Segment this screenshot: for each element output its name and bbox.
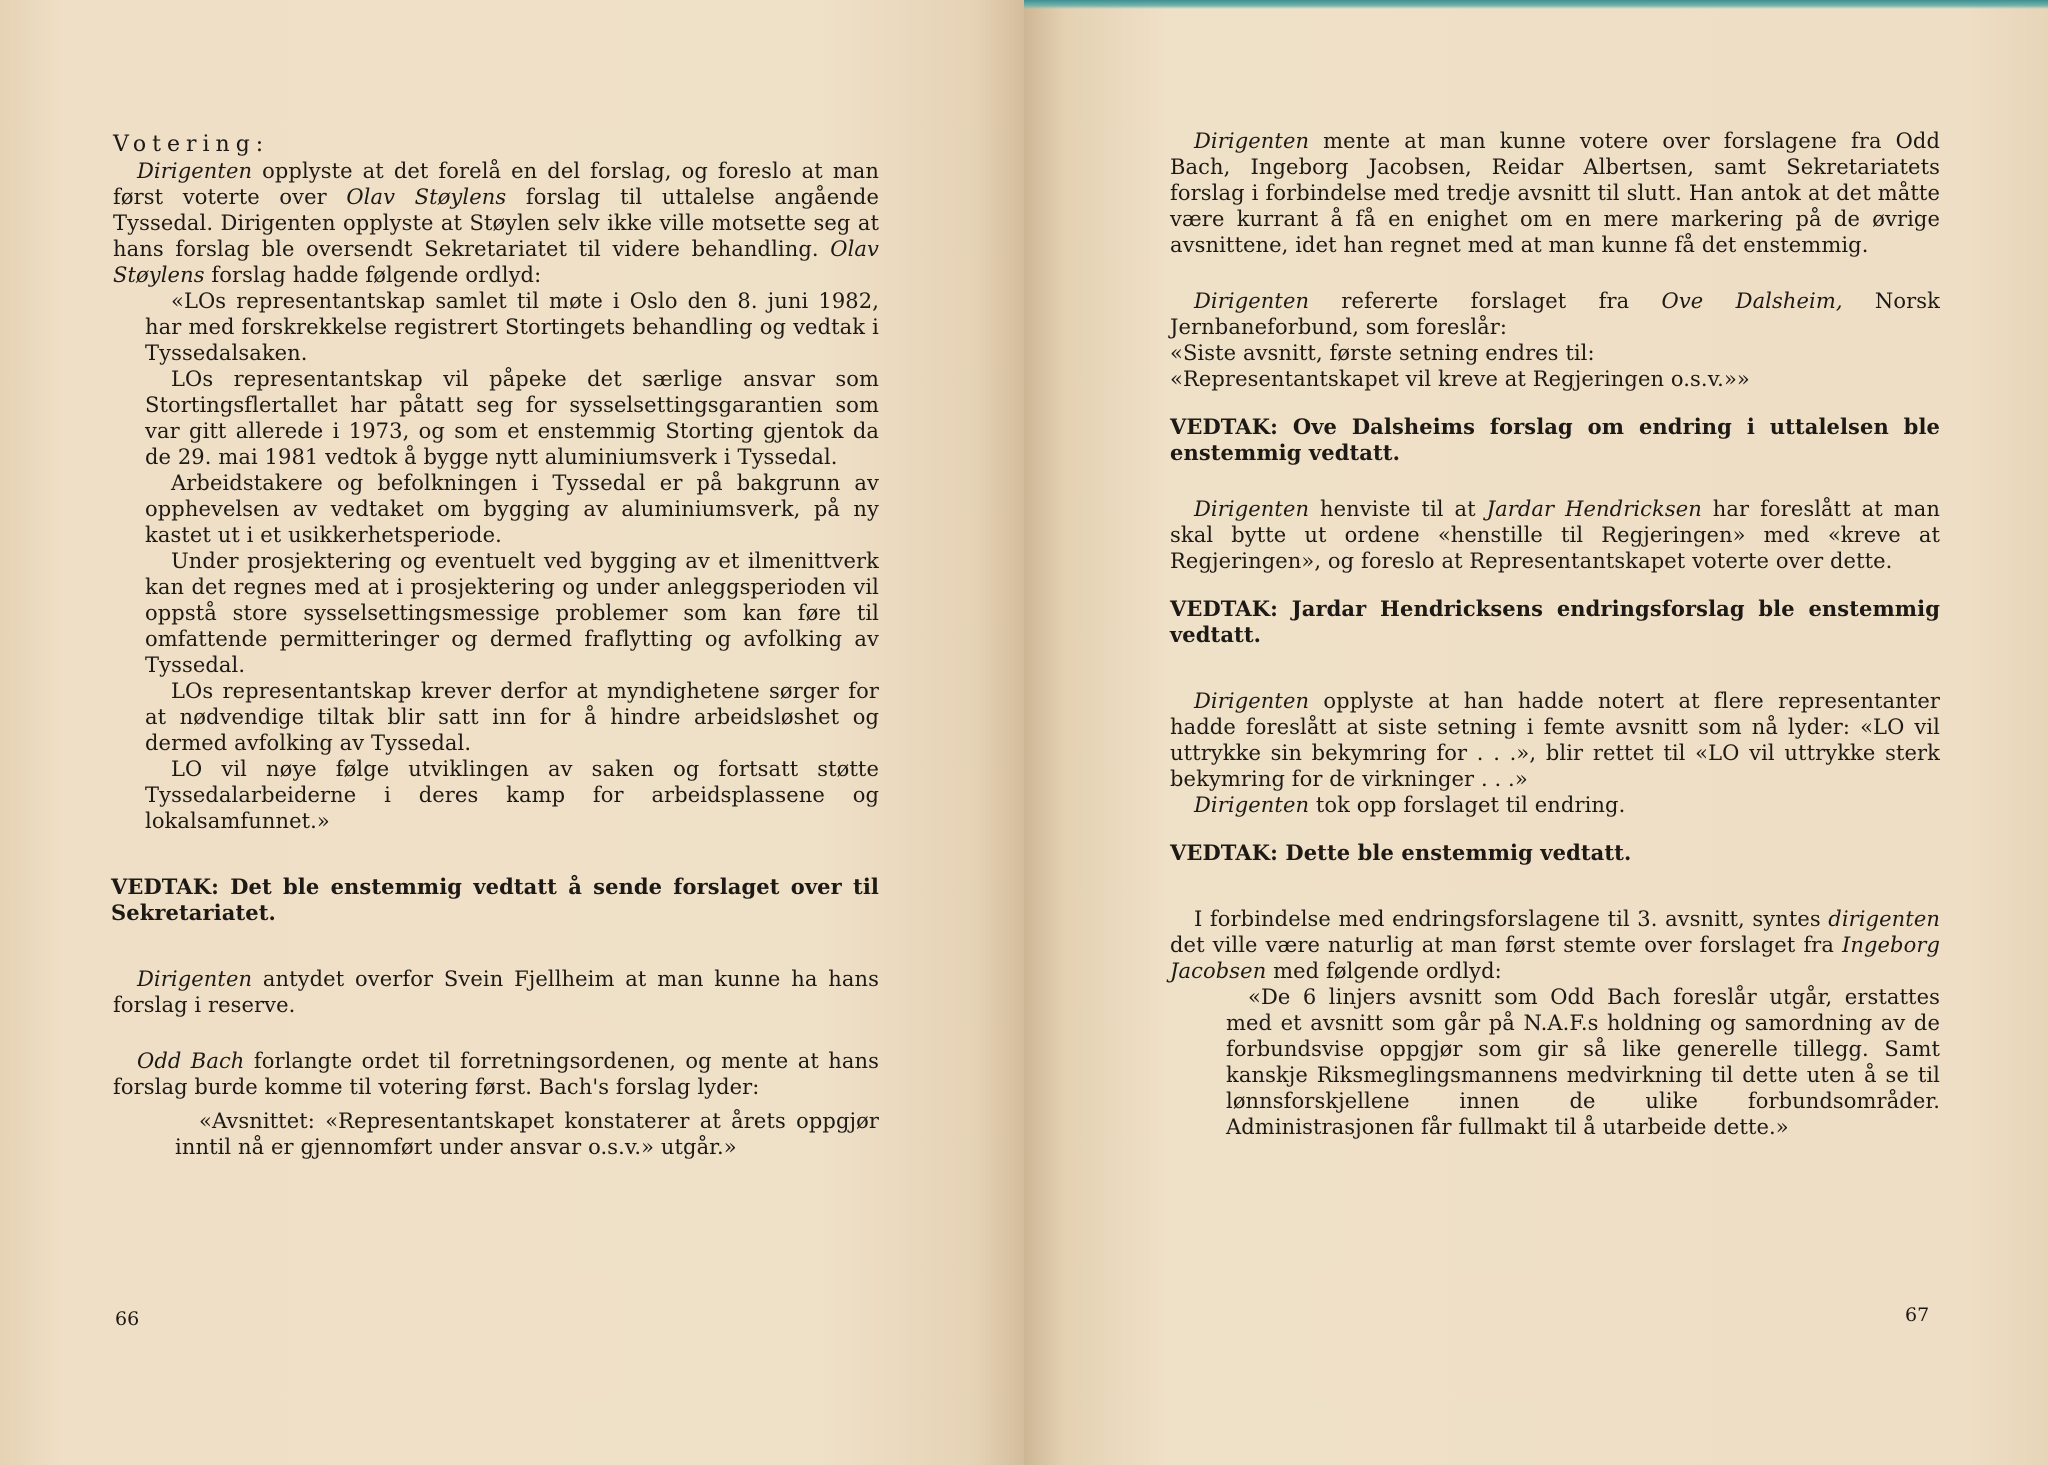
paragraph	[1170, 792, 1940, 818]
quote-line: «Siste avsnitt, første setning endres til:	[1170, 341, 1595, 365]
cover-edge	[1024, 0, 2048, 9]
speaker-name: Dirigenten	[1194, 689, 1310, 713]
text-run: forlangte ordet til forretningsordenen, og mente at hans forslag burde komme til votering først. Bach's forslag lyder:	[113, 1049, 879, 1099]
speaker-name: dirigenten	[1828, 907, 1940, 931]
text-run: I forbindelse med endringsforslagene til 3. avsnitt, syntes	[1194, 907, 1829, 931]
text-run: mente at man kunne votere over forslagene fra Odd Bach, Ingeborg Jacobsen, Reidar Albertsen, samt Sekretariatets forslag i forbindelse med tredje avsnitt til slutt. Han antok at det måtte være kurrant å få en enighet om en mere markering på de øvrige avsnittene, idet han regnet med at man kunne få det enstemmig.	[1170, 129, 1940, 257]
paragraph	[1170, 288, 1940, 340]
speaker-name: Dirigenten	[1194, 289, 1310, 313]
page-number: 67	[1905, 1304, 1930, 1326]
quote-paragraph: LOs representantskap krever derfor at myndighetene sørger for at nødvendige tiltak blir satt inn for å hindre arbeidsløshet og dermed avfolking av Tyssedal.	[145, 679, 879, 755]
speaker-name: Dirigenten	[137, 159, 253, 183]
text-run: refererte forslaget fra	[1309, 289, 1662, 313]
quote-paragraph: LO vil nøye følge utviklingen av saken og fortsatt støtte Tyssedalarbeiderne i deres kamp for arbeidsplassene og lokalsamfunnet.»	[145, 757, 879, 833]
quote-line: «Representantskapet vil kreve at Regjeringen o.s.v.»»	[1170, 367, 1750, 391]
paragraph	[113, 1048, 879, 1100]
speaker-name: Dirigenten	[137, 967, 253, 991]
quote-paragraph: «De 6 linjers avsnitt som Odd Bach foreslår utgår, erstattes med et avsnitt som går på N.A.F.s holdning og samordning av de forbundsvise oppgjør som gir så like generelle tillegg. Samt kanskje Riksmeglingsmannens medvirkning til dette uten å se til lønnsforskjellene innen de ulike forbundsområder. Administrasjonen får fullmakt til å utarbeide dette.»	[1226, 985, 1940, 1139]
decision-statement: VEDTAK: Jardar Hendricksens endringsforslag ble enstemmig vedtatt.	[1170, 596, 1940, 647]
paragraph	[113, 966, 879, 1018]
text-run: forslag hadde følgende ordlyd:	[204, 263, 542, 287]
quote-paragraph: LOs representantskap vil påpeke det særlige ansvar som Stortingsflertallet har påtatt seg for sysselsettingsgarantien som var gitt allerede i 1973, og som et enstemmig Storting gjentok da de 29. mai 1981 vedtok å bygge nytt aluminiumsverk i Tyssedal.	[145, 367, 879, 469]
text-run: opplyste at det forelå en del forslag, og foreslo at man først voterte over	[113, 159, 879, 209]
person-name: Olav Støylens	[113, 237, 879, 287]
proposal-quote	[1170, 984, 1940, 1140]
quote-paragraph: Arbeidstakere og befolkningen i Tyssedal er på bakgrunn av opphevelsen av vedtaket om bygging av aluminiumsverk, på ny kastet ut i et usikkerhetsperiode.	[145, 471, 879, 547]
text-run: henviste til at	[1309, 497, 1487, 521]
speaker-name: Dirigenten	[1194, 793, 1310, 817]
right-page-text	[1170, 128, 1940, 1140]
text-run: det ville være naturlig at man først stemte over forslaget fra	[1170, 933, 1842, 957]
proposal-quote	[113, 288, 879, 834]
text-run: forslag til uttalelse angående Tyssedal. Dirigenten opplyste at Støylen selv ikke ville motsette seg at hans forslag ble oversendt Sekretariatet til videre behandling.	[113, 185, 879, 261]
quote-paragraph: «LOs representantskap samlet til møte i Oslo den 8. juni 1982, har med forskrekkelse registrert Stortingets behandling og vedtak i Tyssedalsaken.	[145, 289, 879, 365]
person-name: Ingeborg Jacobsen	[1170, 933, 1940, 983]
person-name: Odd Bach	[137, 1049, 245, 1073]
text-run: opplyste at han hadde notert at flere representanter hadde foreslått at siste setning i femte avsnitt som nå lyder: «LO vil uttrykke sin bekymring for . . .», blir rettet til «LO vil uttrykke sterk bekymring for de virkninger . . .»	[1170, 689, 1940, 791]
paragraph	[1170, 688, 1940, 792]
person-name: Olav Støylens	[346, 185, 507, 209]
text-run: tok opp forslaget til endring.	[1309, 793, 1626, 817]
decision-statement: VEDTAK: Dette ble enstemmig vedtatt.	[1170, 840, 1632, 865]
decision-statement: VEDTAK: Det ble enstemmig vedtatt å sende forslaget over til Sekretariatet.	[111, 874, 879, 925]
quote-paragraph: Under prosjektering og eventuelt ved bygging av et ilmenittverk kan det regnes med at i prosjektering og under anleggsperioden vil oppstå store sysselsettingsmessige problemer som kan føre til omfattende permitteringer og dermed fraflytting og avfolking av Tyssedal.	[145, 549, 879, 677]
text-run: har foreslått at man skal bytte ut ordene «henstille til Regjeringen» med «kreve at Regjeringen», og foreslo at Representantskapet voterte over dette.	[1170, 497, 1940, 573]
paragraph	[1170, 906, 1940, 984]
person-name: Ove Dalsheim,	[1661, 289, 1843, 313]
quote-paragraph: «Avsnittet: «Representantskapet konstaterer at årets oppgjør inntil nå er gjennomført under ansvar o.s.v.» utgår.»	[175, 1109, 879, 1159]
speaker-name: Dirigenten	[1194, 497, 1310, 521]
paragraph	[1170, 496, 1940, 574]
left-page-text	[113, 132, 879, 1160]
speaker-name: Dirigenten	[1194, 129, 1310, 153]
text-run: med følgende ordlyd:	[1266, 959, 1502, 983]
page-number: 66	[115, 1308, 140, 1330]
paragraph	[113, 158, 879, 288]
text-run: Norsk Jernbaneforbund, som foreslår:	[1170, 289, 1940, 339]
paragraph	[1170, 128, 1940, 258]
proposal-quote	[113, 1108, 879, 1160]
text-run: antydet overfor Svein Fjellheim at man kunne ha hans forslag i reserve.	[113, 967, 879, 1017]
decision-statement: VEDTAK: Ove Dalsheims forslag om endring i uttalelsen ble enstemmig vedtatt.	[1170, 414, 1940, 465]
voting-heading: Votering:	[113, 132, 270, 157]
person-name: Jardar Hendricksen	[1486, 497, 1702, 521]
